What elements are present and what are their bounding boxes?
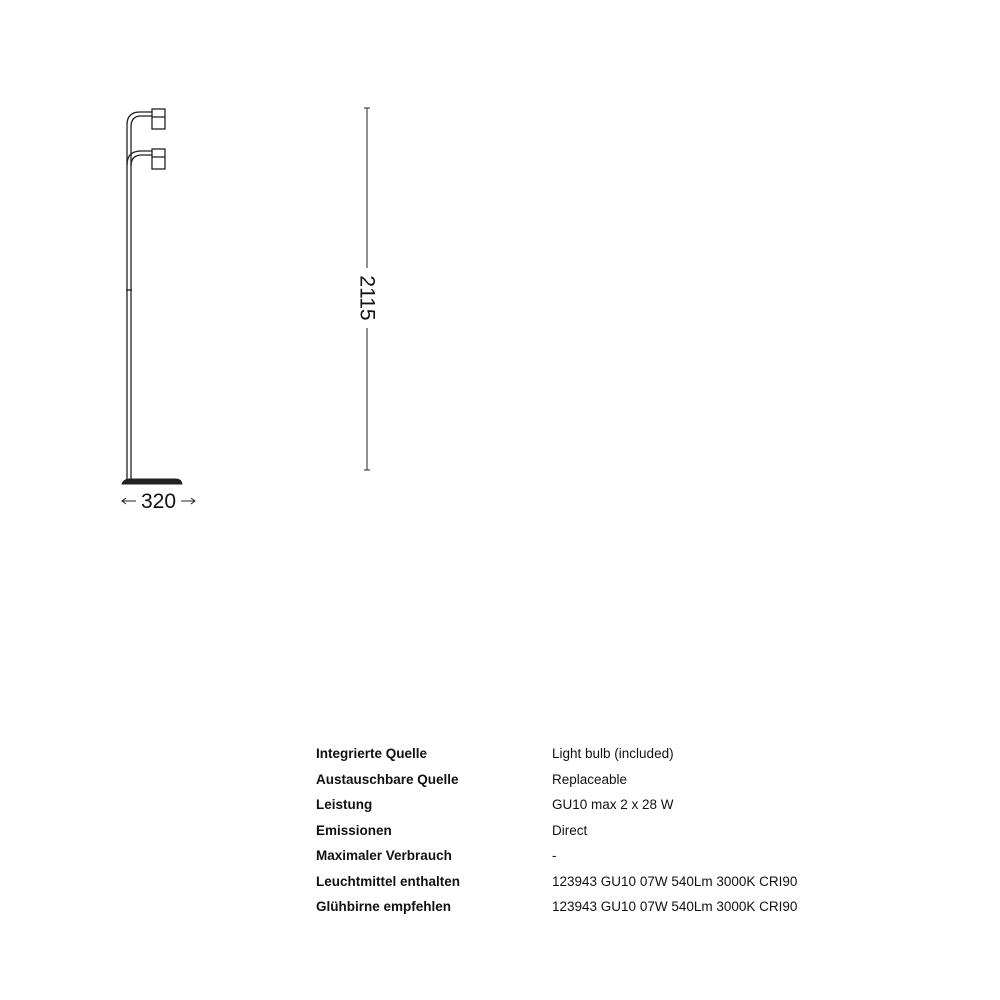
spec-label: Integrierte Quelle [316,746,428,762]
spec-value: - [552,848,557,864]
spec-row [316,818,876,844]
spec-row [316,869,876,895]
spec-row [316,894,876,920]
spec-value: Direct [552,822,588,838]
floor-lamp-outline [126,109,165,480]
height-dimension-label: 2115 [355,275,379,321]
lamp-base [122,479,182,484]
spec-label: Glühbirne empfehlen [316,899,452,915]
spec-row [316,741,876,767]
spec-label: Emissionen [316,822,392,838]
spec-value: 123943 GU10 07W 540Lm 3000K CRI90 [552,873,798,889]
spec-row [316,792,876,818]
spec-value: Replaceable [552,771,628,787]
spec-value: 123943 GU10 07W 540Lm 3000K CRI90 [552,899,798,915]
spotlight-head-lower [152,149,165,169]
spec-row [316,843,876,869]
spec-value: GU10 max 2 x 28 W [552,797,674,813]
spec-label: Maximaler Verbrauch [316,848,452,864]
spotlight-head-upper [152,109,165,129]
spec-row [316,767,876,793]
spec-value: Light bulb (included) [552,746,674,762]
spec-label: Austauschbare Quelle [316,771,459,787]
spec-label: Leistung [316,797,373,813]
spec-label: Leuchtmittel enthalten [316,873,461,889]
width-dimension-label: 320 [140,490,177,513]
spec-table [316,741,876,920]
